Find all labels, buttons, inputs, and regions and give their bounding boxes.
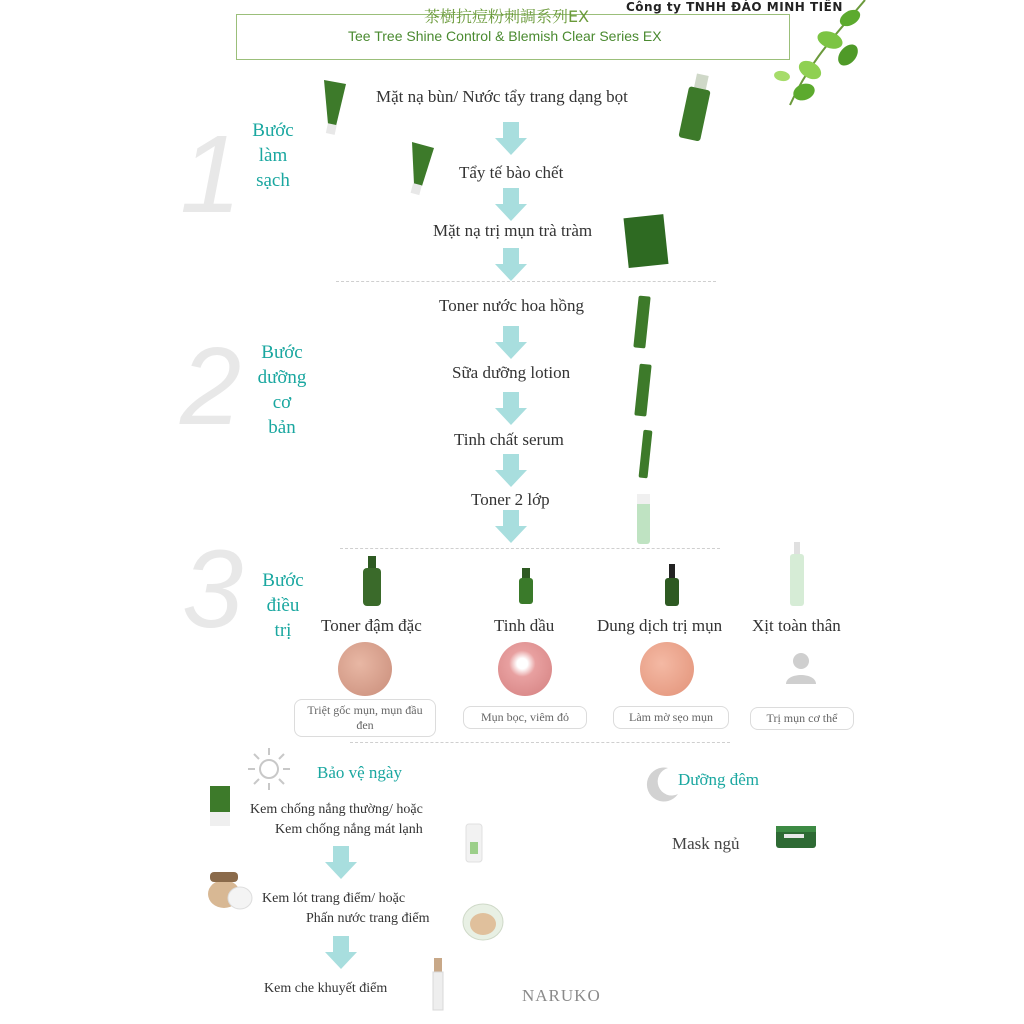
foam-cleanser-bottle-icon [676,72,716,142]
step1-number: 1 [180,113,242,236]
day-item-primer-line1: Kem lót trang điểm/ hoặc [262,891,406,906]
separator [336,281,716,282]
separator [340,548,720,549]
essential-oil-bottle-icon [516,566,536,606]
title-en: Tee Tree Shine Control & Blemish Clear Series EX [348,28,662,44]
step2-item-2layer-toner: Toner 2 lớp [471,490,550,509]
lotion-bottle-icon [630,362,656,418]
night-item-sleeping-mask: Mask ngủ [672,834,740,853]
title-cn: 茶樹抗痘粉刺調系列EX [424,7,590,26]
acne-solution-bottle-icon [662,562,682,608]
arrow-down-icon [494,510,528,544]
step3-number: 3 [182,528,244,651]
arrow-down-icon [494,122,528,156]
sun-icon [246,746,292,792]
skin-acne-scar-image [640,642,694,696]
serum-bottle-icon [634,428,658,482]
company-name: Công ty TNHH ĐÀO MINH TIẾN [626,0,843,14]
leaves-decoration [770,0,870,110]
arrow-down-icon [494,326,528,360]
step3-product-concentrated-toner: Toner đậm đặc [321,616,422,635]
step3-product-acne-solution: Dung dịch trị mụn [597,616,723,635]
skin-inflamed-acne-image [498,642,552,696]
concentrated-toner-bottle-icon [360,554,384,608]
mud-mask-tube-icon [318,78,350,138]
sunscreen-tube-icon [208,784,232,828]
step1-label: Bước làm sạch [252,120,294,191]
body-spray-bottle-icon [786,540,808,608]
exfoliant-tube-icon [404,140,436,198]
step3-label: Bước điều trị [262,570,304,641]
arrow-down-icon [324,936,358,970]
arrow-down-icon [324,846,358,880]
arrow-down-icon [494,188,528,222]
step2-item-serum: Tinh chất serum [454,430,564,449]
separator [350,742,730,743]
day-item-concealer: Kem che khuyết điểm [264,981,388,996]
tag-concentrated-toner: Triệt gốc mụn, mụn đầu đen [294,699,436,737]
arrow-down-icon [494,454,528,488]
cushion-compact-icon [460,902,506,944]
sheet-mask-pack-icon [622,212,672,270]
day-item-primer-line2: Phấn nước trang điểm [306,911,430,926]
day-item-sunscreen-line2: Kem chống nắng mát lạnh [275,822,423,837]
step3-product-essential-oil: Tinh dầu [494,616,555,635]
sleeping-mask-jar-icon [774,822,818,852]
arrow-down-icon [494,248,528,282]
tag-body-spray: Trị mụn cơ thể [750,707,854,730]
step2-number: 2 [180,325,242,448]
step1-item-exfoliant: Tẩy tế bào chết [459,163,564,182]
tag-essential-oil: Mụn bọc, viêm đỏ [463,706,587,729]
step2-label: Bước dưỡng cơ bản [257,342,307,438]
night-title: Dưỡng đêm [678,770,759,789]
step3-product-body-spray: Xịt toàn thân [752,616,841,635]
day-title: Bảo vệ ngày [317,763,402,782]
step2-item-toner: Toner nước hoa hồng [439,296,584,315]
toner-bottle-icon [630,294,656,352]
tag-acne-solution: Làm mờ sẹo mụn [613,706,729,729]
brand-logo: NARUKO [522,986,601,1005]
step2-item-lotion: Sữa dưỡng lotion [452,363,571,382]
arrow-down-icon [494,392,528,426]
moon-icon [642,764,682,804]
person-icon [784,650,818,684]
primer-compact-icon [204,868,254,914]
2layer-toner-bottle-icon [630,492,658,546]
day-item-sunscreen-line1: Kem chống nắng thường/ hoặc [250,802,423,817]
concealer-stick-icon [428,956,448,1012]
cooling-sunscreen-bottle-icon [462,820,486,864]
skin-pores-image [338,642,392,696]
step1-item-sheet-mask: Mặt nạ trị mụn trà tràm [433,221,593,240]
step1-item-mud-mask: Mặt nạ bùn/ Nước tẩy trang dạng bọt [376,87,628,106]
